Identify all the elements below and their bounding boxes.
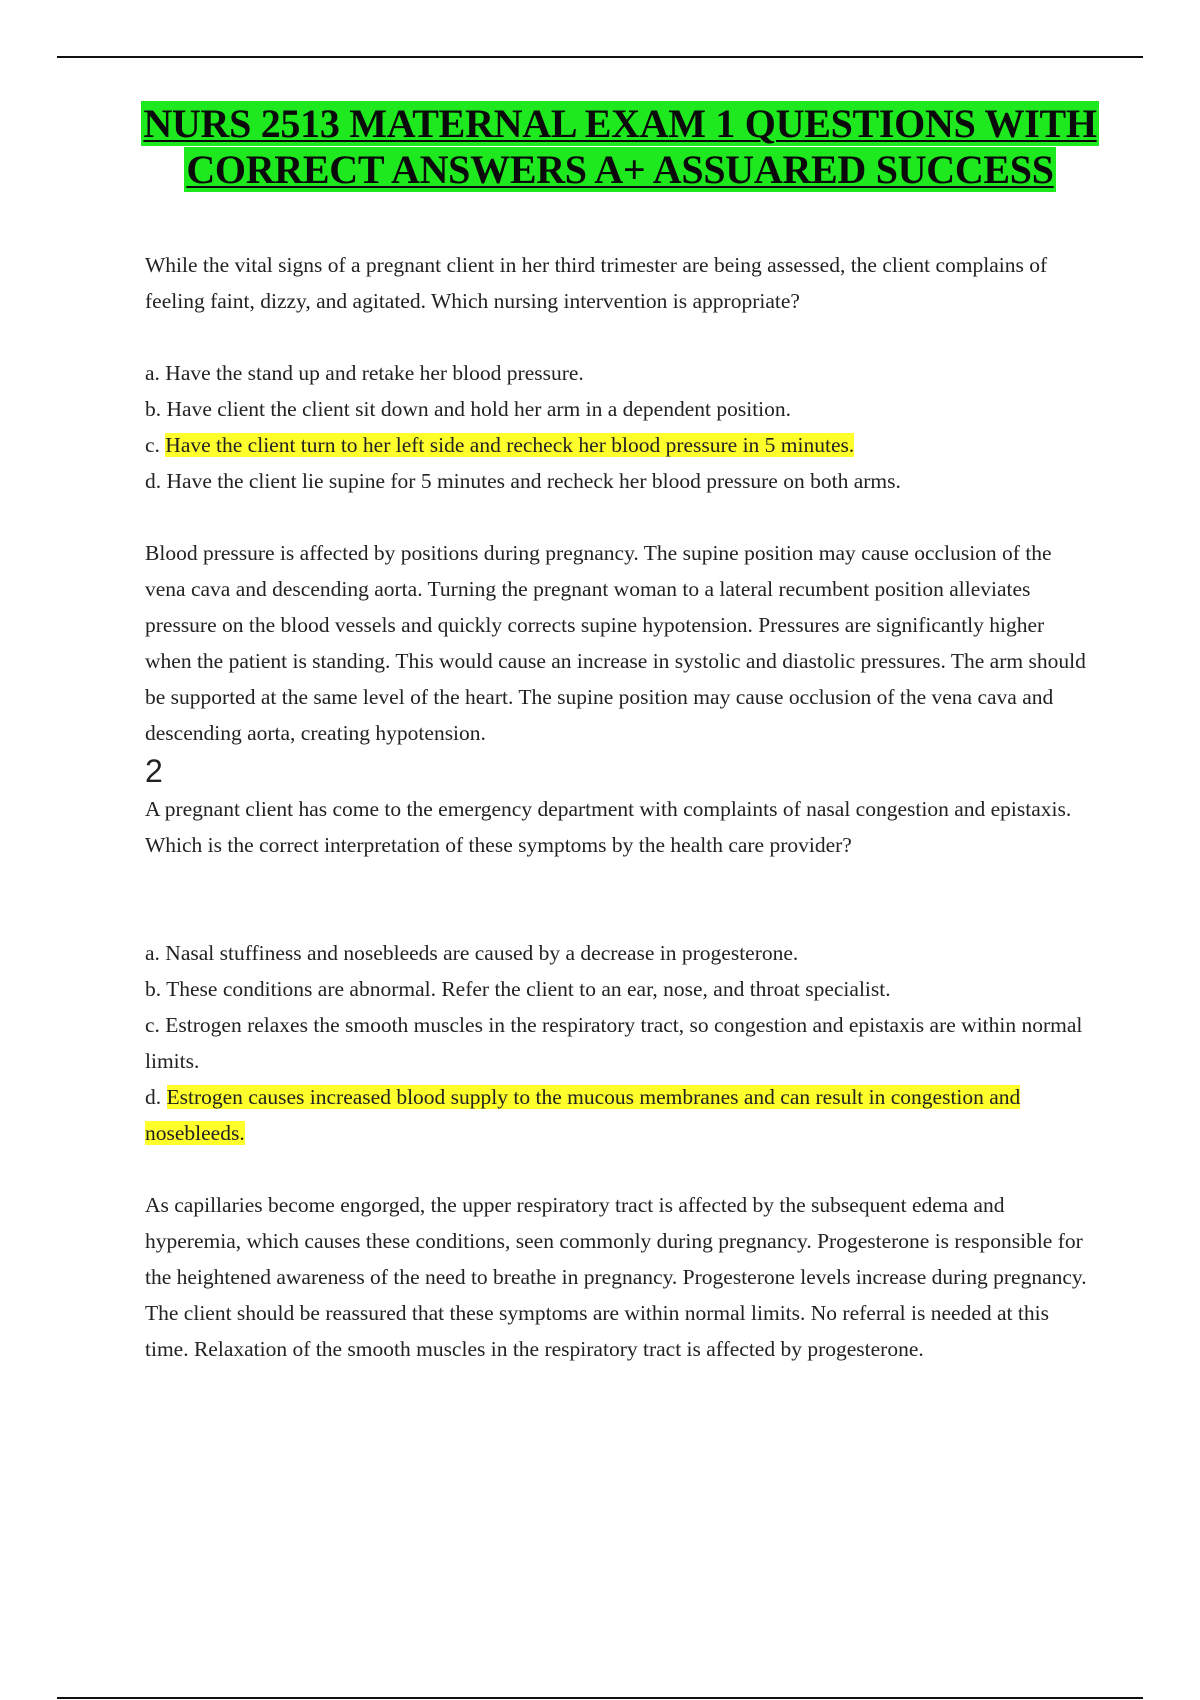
question-1	[145, 247, 1095, 751]
option-b: b. Have client the client sit down and hold her arm in a dependent position.	[145, 397, 792, 421]
question-number: 2	[145, 753, 163, 789]
option-prefix: c.	[145, 433, 166, 457]
rationale: Blood pressure is affected by positions during pregnancy. The supine position may cause occlusion of the vena cava and descending aorta. Turning the pregnant woman to a lateral recumbent position alleviates pressure on the blood vessels and quickly corrects supine hypotension. Pressures are significantly higher when the patient is standing. This would cause an increase in systolic and diastolic pressures. The arm should be supported at the same level of the heart. The supine position may cause occlusion of the vena cava and descending aorta, creating hypotension.	[145, 541, 1086, 745]
option-c: c. Estrogen relaxes the smooth muscles in the respiratory tract, so congestion and epistaxis are within normal limits.	[145, 1013, 1083, 1073]
document-body	[145, 247, 1095, 1367]
title-highlight: NURS 2513 MATERNAL EXAM 1 QUESTIONS WITH CORRECT ANSWERS A+ ASSUARED SUCCESS	[143, 100, 1097, 192]
option-c	[145, 427, 1095, 463]
option-a: a. Have the stand up and retake her blood pressure.	[145, 361, 584, 385]
question-stem: While the vital signs of a pregnant client in her third trimester are being assessed, the client complains of feeling faint, dizzy, and agitated. Which nursing intervention is appropriate?	[145, 253, 1048, 313]
top-rule	[57, 56, 1143, 58]
option-a: a. Nasal stuffiness and nosebleeds are caused by a decrease in progesterone.	[145, 941, 799, 965]
option-d	[145, 1079, 1095, 1151]
option-prefix: d.	[145, 1085, 167, 1109]
correct-answer-highlight: Estrogen causes increased blood supply to the mucous membranes and can result in congestion and nosebleeds.	[145, 1085, 1021, 1145]
bottom-rule	[57, 1697, 1143, 1699]
option-b: b. These conditions are abnormal. Refer the client to an ear, nose, and throat specialist.	[145, 977, 891, 1001]
question-stem: A pregnant client has come to the emergency department with complaints of nasal congestion and epistaxis. Which is the correct interpretation of these symptoms by the health care provider?	[145, 797, 1072, 857]
document-title	[140, 101, 1100, 193]
correct-answer-highlight: Have the client turn to her left side and recheck her blood pressure in 5 minutes.	[165, 433, 855, 457]
option-d: d. Have the client lie supine for 5 minutes and recheck her blood pressure on both arms.	[145, 469, 901, 493]
question-2	[145, 751, 1095, 1367]
rationale: As capillaries become engorged, the upper respiratory tract is affected by the subsequent edema and hyperemia, which causes these conditions, seen commonly during pregnancy. Progesterone is responsible for the heightened awareness of the need to breathe in pregnancy. Progesterone levels increase during pregnancy. The client should be reassured that these symptoms are within normal limits. No referral is needed at this time. Relaxation of the smooth muscles in the respiratory tract is affected by progesterone.	[145, 1193, 1087, 1361]
